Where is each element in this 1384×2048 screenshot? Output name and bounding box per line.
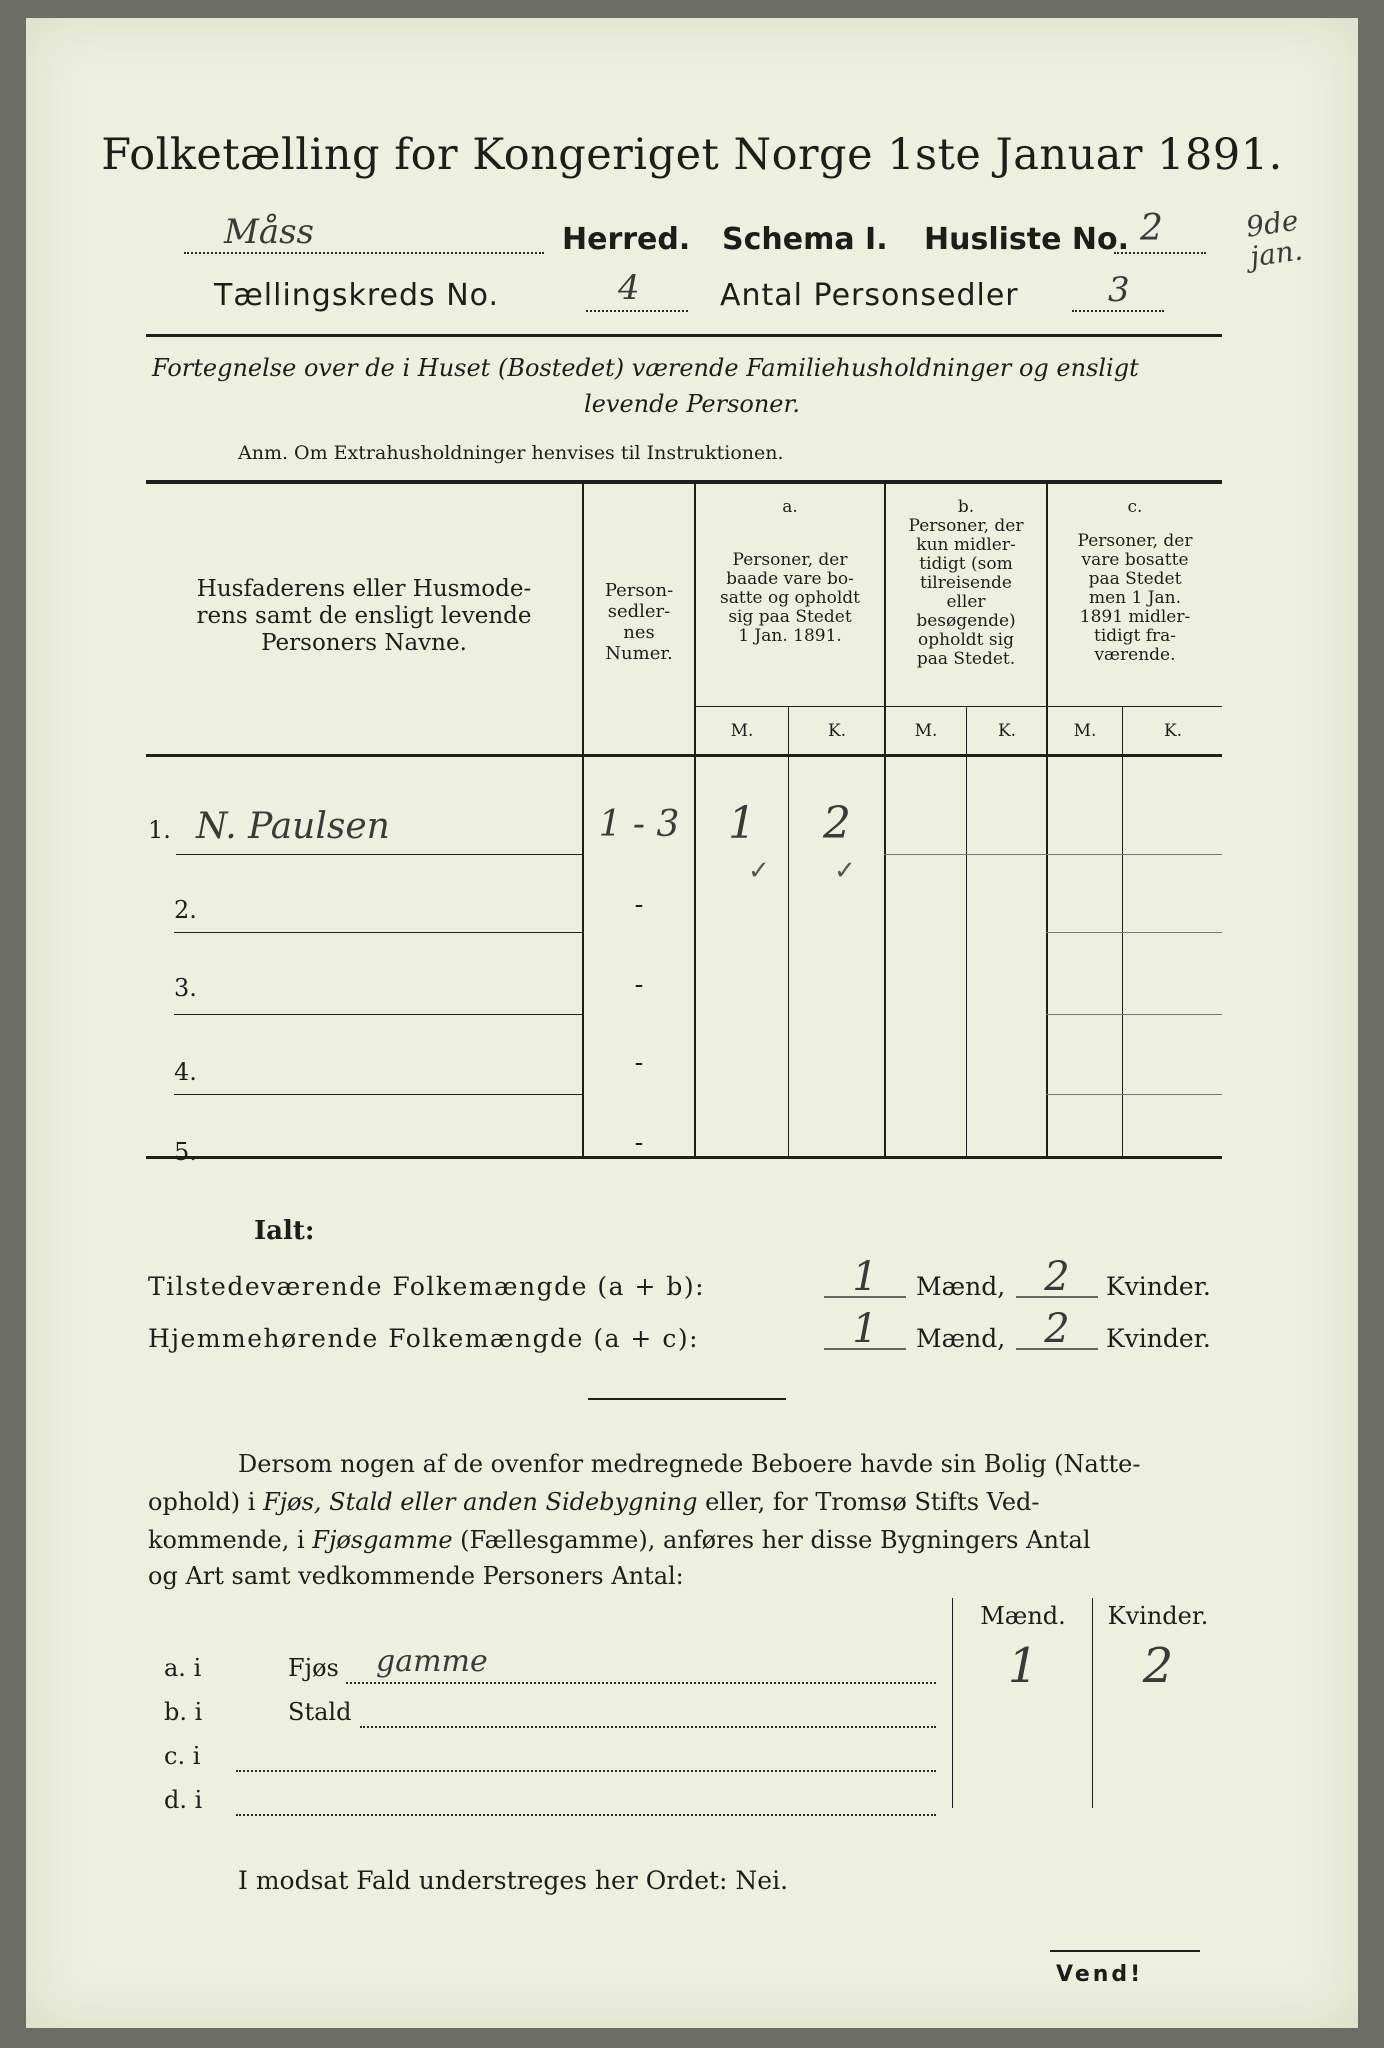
intro-line-1: Fortegnelse over de i Huset (Bostedet) værende Familiehusholdninger og ensligt <box>152 354 1139 382</box>
intro-line-2: levende Personer. <box>584 390 800 418</box>
row-a-prefix: a. i <box>164 1654 202 1682</box>
header-rule <box>146 334 1222 337</box>
col-b-l4: tilreisende <box>919 573 1012 593</box>
buildings-kvinder-header: Kvinder. <box>1107 1602 1209 1630</box>
col-c-l3: paa Stedet <box>1088 569 1182 589</box>
row-a-value: gamme <box>376 1644 488 1679</box>
tilstede-maend-value: 1 <box>824 1254 906 1298</box>
row-d-field <box>236 1790 936 1816</box>
col-a-k-label: K. <box>827 721 847 741</box>
col-b-l5: eller <box>946 592 986 612</box>
herred-field <box>184 212 544 254</box>
para-l2-c: eller, for Tromsø Stifts Ved- <box>697 1488 1040 1516</box>
herred-label: Herred. <box>562 222 691 257</box>
row-b-field <box>360 1702 936 1728</box>
section-divider <box>588 1398 786 1400</box>
table-top-rule <box>146 480 1222 484</box>
col-c-l5: 1891 midler- <box>1079 607 1191 627</box>
row-b-prefix: b. i <box>164 1698 203 1726</box>
names-header-l1: Husfaderens eller Husmode- <box>196 576 532 602</box>
col-c-l4: men 1 Jan. <box>1088 588 1182 608</box>
anm-note: Anm. Om Extrahusholdninger henvises til Instruktionen. <box>238 442 784 464</box>
col-c-letter: c. <box>1127 497 1143 517</box>
row-1-name: N. Paulsen <box>196 806 390 847</box>
row-1-number: 1. <box>148 816 171 844</box>
kreds-value: 4 <box>618 268 640 308</box>
col-a-l4: sig paa Stedet <box>728 607 852 627</box>
tilstede-kvinder-label: Kvinder. <box>1106 1272 1211 1301</box>
col-b-l1: Personer, der <box>908 516 1024 536</box>
col-c-k-label: K. <box>1163 721 1183 741</box>
form-title: Folketælling for Kongeriget Norge 1ste Januar 1891. <box>101 130 1283 180</box>
numer-header-l3: nes <box>623 622 655 643</box>
husliste-value: 2 <box>1140 208 1163 249</box>
para-l2-a: ophold) i <box>148 1488 264 1516</box>
nei-line: I modsat Fald understreges her Ordet: Nei. <box>238 1866 789 1895</box>
col-b-l3: tidigt (som <box>919 554 1013 574</box>
census-form <box>26 18 1358 2028</box>
buildings-para-l4: og Art samt vedkommende Personers Antal: <box>148 1562 684 1590</box>
husliste-label: Husliste No. <box>924 222 1129 257</box>
buildings-maend-value: 1 <box>1007 1638 1039 1694</box>
row-d-prefix: d. i <box>164 1786 203 1814</box>
numer-header-l1: Person- <box>604 580 674 601</box>
row-1-a-k: 2 <box>823 798 851 849</box>
row-a-label: Fjøs <box>288 1654 339 1682</box>
col-a-m-label: M. <box>730 721 754 741</box>
husliste-field <box>1114 208 1206 254</box>
tilstede-maend-label: Mænd, <box>916 1272 1006 1301</box>
numer-header-l4: Numer. <box>605 643 673 664</box>
col-a-letter: a. <box>782 497 798 517</box>
para-l2-b: Fjøs, Stald eller anden Sidebygning <box>263 1488 698 1516</box>
row-1-a-k-tick-icon: ✓ <box>834 856 856 886</box>
row-5-number: 5. <box>174 1138 197 1166</box>
buildings-divider-2 <box>1092 1598 1093 1808</box>
row-1-a-m-tick-icon: ✓ <box>748 856 770 886</box>
antal-field <box>1072 270 1164 312</box>
hjemme-maend-label: Mænd, <box>916 1324 1006 1353</box>
hjemme-maend-value: 1 <box>824 1306 906 1350</box>
col-divider-c-mk <box>1122 706 1123 1156</box>
row-1-a-m: 1 <box>728 798 756 849</box>
tilstede-kvinder-value: 2 <box>1016 1254 1098 1298</box>
col-b-letter: b. <box>957 497 975 517</box>
col-b-l8: paa Stedet. <box>916 649 1016 669</box>
row-4-rule <box>174 1094 582 1095</box>
buildings-kvinder-value: 2 <box>1142 1638 1174 1694</box>
para-l3-a: kommende, i <box>148 1526 313 1554</box>
col-b-l2: kun midler- <box>916 535 1016 555</box>
col-divider-b-mk <box>966 706 967 1156</box>
row-a-field <box>346 1644 936 1684</box>
col-c-l2: vare bosatte <box>1081 550 1189 570</box>
col-a-l2: baade vare bo- <box>726 569 854 589</box>
antal-label: Antal Personsedler <box>720 278 1019 313</box>
buildings-maend-header: Mænd. <box>980 1602 1066 1630</box>
row-c-field <box>236 1746 936 1772</box>
margin-note: 9de jan. <box>1244 203 1305 274</box>
col-b-l7: opholdt sig <box>918 630 1014 650</box>
vend-label: Vend! <box>1056 1962 1144 1987</box>
buildings-divider-1 <box>952 1598 953 1808</box>
row-1-rule <box>176 854 582 855</box>
row-b-label: Stald <box>288 1698 352 1726</box>
col-b-m-label: M. <box>914 721 938 741</box>
tilstede-label: Tilstedeværende Folkemængde (a + b): <box>148 1272 706 1301</box>
table-header-rule <box>146 754 1222 757</box>
kreds-field <box>586 268 688 312</box>
names-header-l2: rens samt de ensligt levende <box>196 603 532 629</box>
buildings-para-l1: Dersom nogen af de ovenfor medregnede Beboere havde sin Bolig (Natte- <box>238 1450 1141 1478</box>
row-2-number: 2. <box>174 896 197 924</box>
row-5-numer: - <box>634 1128 644 1158</box>
row-2-rule-c <box>1046 932 1222 933</box>
col-a-header <box>696 498 884 646</box>
row-3-rule <box>174 1014 582 1015</box>
col-a-l1: Personer, der <box>732 550 848 570</box>
col-c-l6: tidigt fra- <box>1093 626 1176 646</box>
numer-column-header <box>584 580 694 664</box>
ialt-label: Ialt: <box>254 1216 315 1246</box>
schema-label: Schema I. <box>722 222 888 257</box>
col-c-l7: værende. <box>1094 645 1176 665</box>
col-c-header <box>1048 498 1222 665</box>
hjemme-kvinder-value: 2 <box>1016 1306 1098 1350</box>
col-c-l1: Personer, der <box>1077 531 1193 551</box>
row-2-rule <box>174 932 582 933</box>
col-c-m-label: M. <box>1073 721 1097 741</box>
antal-value: 3 <box>1108 270 1130 310</box>
col-b-header <box>886 498 1046 669</box>
kreds-label: Tællingskreds No. <box>214 278 499 313</box>
row-1-numer: 1 - 3 <box>598 804 680 845</box>
row-4-number: 4. <box>174 1058 197 1086</box>
col-b-k-label: K. <box>997 721 1017 741</box>
row-3-number: 3. <box>174 974 197 1002</box>
names-column-header <box>146 576 582 657</box>
buildings-para-l2 <box>148 1488 1040 1516</box>
col-b-l6: besøgende) <box>916 611 1016 631</box>
hjemme-kvinder-label: Kvinder. <box>1106 1324 1211 1353</box>
para-l3-b: Fjøsgamme <box>312 1526 453 1554</box>
hjemme-label: Hjemmehørende Folkemængde (a + c): <box>148 1324 699 1353</box>
mk-rule <box>696 706 1222 707</box>
buildings-para-l3 <box>148 1526 1091 1554</box>
names-header-l3: Personers Navne. <box>261 630 467 656</box>
herred-value: Måss <box>224 212 314 252</box>
row-1-rule-b <box>884 854 1222 855</box>
para-l3-c: (Fællesgamme), anføres her disse Bygningers Antal <box>452 1526 1091 1554</box>
row-3-numer: - <box>634 970 644 1000</box>
col-a-l3: satte og opholdt <box>720 588 860 608</box>
row-3-rule-c <box>1046 1014 1222 1015</box>
col-a-l5: 1 Jan. 1891. <box>738 626 842 646</box>
row-2-numer: - <box>634 890 644 920</box>
row-4-rule-c <box>1046 1094 1222 1095</box>
numer-header-l2: sedler- <box>607 601 671 622</box>
row-4-numer: - <box>634 1048 644 1078</box>
vend-rule <box>1050 1950 1200 1952</box>
col-divider-a-mk <box>788 706 789 1156</box>
row-c-prefix: c. i <box>164 1742 201 1770</box>
